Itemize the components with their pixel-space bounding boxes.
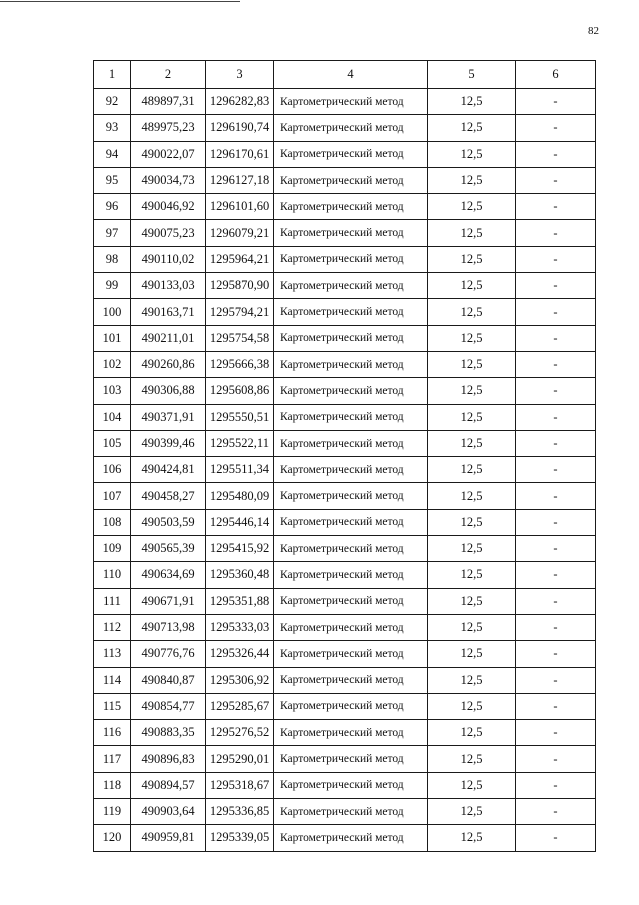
point-number-cell: 105 [94, 430, 131, 456]
method-cell: Картометрический метод [274, 825, 428, 851]
y-coordinate-cell: 1296190,74 [206, 115, 274, 141]
x-coordinate-cell: 490306,88 [131, 378, 206, 404]
point-number-cell: 101 [94, 325, 131, 351]
x-coordinate-cell: 490163,71 [131, 299, 206, 325]
x-coordinate-cell: 489897,31 [131, 89, 206, 115]
method-cell: Картометрический метод [274, 430, 428, 456]
table-row [94, 562, 596, 588]
table-row [94, 351, 596, 377]
table-row [94, 378, 596, 404]
table-row [94, 167, 596, 193]
table-row [94, 588, 596, 614]
accuracy-cell: 12,5 [428, 562, 516, 588]
table-row [94, 509, 596, 535]
method-cell: Картометрический метод [274, 115, 428, 141]
accuracy-cell: 12,5 [428, 536, 516, 562]
y-coordinate-cell: 1295754,58 [206, 325, 274, 351]
x-coordinate-cell: 490903,64 [131, 799, 206, 825]
method-cell: Картометрический метод [274, 720, 428, 746]
x-coordinate-cell: 490894,57 [131, 772, 206, 798]
point-number-cell: 111 [94, 588, 131, 614]
table-body [94, 89, 596, 852]
point-number-cell: 118 [94, 772, 131, 798]
x-coordinate-cell: 490371,91 [131, 404, 206, 430]
note-cell: - [516, 194, 596, 220]
y-coordinate-cell: 1295964,21 [206, 246, 274, 272]
accuracy-cell: 12,5 [428, 457, 516, 483]
accuracy-cell: 12,5 [428, 115, 516, 141]
point-number-cell: 94 [94, 141, 131, 167]
x-coordinate-cell: 490776,76 [131, 641, 206, 667]
table-row [94, 246, 596, 272]
note-cell: - [516, 667, 596, 693]
table-row [94, 667, 596, 693]
accuracy-cell: 12,5 [428, 509, 516, 535]
x-coordinate-cell: 490458,27 [131, 483, 206, 509]
table-row [94, 430, 596, 456]
accuracy-cell: 12,5 [428, 141, 516, 167]
note-cell: - [516, 536, 596, 562]
x-coordinate-cell: 490211,01 [131, 325, 206, 351]
method-cell: Картометрический метод [274, 536, 428, 562]
method-cell: Картометрический метод [274, 457, 428, 483]
method-cell: Картометрический метод [274, 325, 428, 351]
point-number-cell: 107 [94, 483, 131, 509]
point-number-cell: 93 [94, 115, 131, 141]
y-coordinate-cell: 1295339,05 [206, 825, 274, 851]
method-cell: Картометрический метод [274, 509, 428, 535]
note-cell: - [516, 89, 596, 115]
table-row [94, 89, 596, 115]
accuracy-cell: 12,5 [428, 772, 516, 798]
note-cell: - [516, 720, 596, 746]
y-coordinate-cell: 1296127,18 [206, 167, 274, 193]
y-coordinate-cell: 1295608,86 [206, 378, 274, 404]
method-cell: Картометрический метод [274, 299, 428, 325]
method-cell: Картометрический метод [274, 483, 428, 509]
scan-edge-line [0, 1, 240, 2]
accuracy-cell: 12,5 [428, 89, 516, 115]
header-col-3: 3 [206, 61, 274, 89]
x-coordinate-cell: 490260,86 [131, 351, 206, 377]
accuracy-cell: 12,5 [428, 746, 516, 772]
x-coordinate-cell: 490634,69 [131, 562, 206, 588]
note-cell: - [516, 457, 596, 483]
note-cell: - [516, 167, 596, 193]
y-coordinate-cell: 1295360,48 [206, 562, 274, 588]
x-coordinate-cell: 490399,46 [131, 430, 206, 456]
x-coordinate-cell: 490022,07 [131, 141, 206, 167]
header-row [94, 61, 596, 89]
accuracy-cell: 12,5 [428, 378, 516, 404]
y-coordinate-cell: 1295480,09 [206, 483, 274, 509]
x-coordinate-cell: 490854,77 [131, 693, 206, 719]
coordinates-table [93, 60, 596, 852]
table-row [94, 404, 596, 430]
table-row [94, 299, 596, 325]
accuracy-cell: 12,5 [428, 825, 516, 851]
accuracy-cell: 12,5 [428, 194, 516, 220]
x-coordinate-cell: 490671,91 [131, 588, 206, 614]
point-number-cell: 92 [94, 89, 131, 115]
y-coordinate-cell: 1296282,83 [206, 89, 274, 115]
method-cell: Картометрический метод [274, 378, 428, 404]
x-coordinate-cell: 490034,73 [131, 167, 206, 193]
note-cell: - [516, 141, 596, 167]
x-coordinate-cell: 490883,35 [131, 720, 206, 746]
y-coordinate-cell: 1295446,14 [206, 509, 274, 535]
method-cell: Картометрический метод [274, 562, 428, 588]
table-row [94, 194, 596, 220]
table-row [94, 536, 596, 562]
table-row [94, 641, 596, 667]
point-number-cell: 106 [94, 457, 131, 483]
note-cell: - [516, 509, 596, 535]
note-cell: - [516, 378, 596, 404]
note-cell: - [516, 483, 596, 509]
point-number-cell: 114 [94, 667, 131, 693]
x-coordinate-cell: 489975,23 [131, 115, 206, 141]
page-number: 82 [588, 25, 599, 37]
method-cell: Картометрический метод [274, 772, 428, 798]
point-number-cell: 98 [94, 246, 131, 272]
method-cell: Картометрический метод [274, 246, 428, 272]
y-coordinate-cell: 1295318,67 [206, 772, 274, 798]
accuracy-cell: 12,5 [428, 667, 516, 693]
x-coordinate-cell: 490046,92 [131, 194, 206, 220]
accuracy-cell: 12,5 [428, 430, 516, 456]
y-coordinate-cell: 1295290,01 [206, 746, 274, 772]
y-coordinate-cell: 1295306,92 [206, 667, 274, 693]
method-cell: Картометрический метод [274, 746, 428, 772]
method-cell: Картометрический метод [274, 351, 428, 377]
note-cell: - [516, 825, 596, 851]
point-number-cell: 110 [94, 562, 131, 588]
x-coordinate-cell: 490424,81 [131, 457, 206, 483]
note-cell: - [516, 799, 596, 825]
method-cell: Картометрический метод [274, 89, 428, 115]
method-cell: Картометрический метод [274, 273, 428, 299]
method-cell: Картометрический метод [274, 404, 428, 430]
y-coordinate-cell: 1295511,34 [206, 457, 274, 483]
note-cell: - [516, 273, 596, 299]
x-coordinate-cell: 490503,59 [131, 509, 206, 535]
accuracy-cell: 12,5 [428, 325, 516, 351]
note-cell: - [516, 746, 596, 772]
point-number-cell: 97 [94, 220, 131, 246]
note-cell: - [516, 430, 596, 456]
table-row [94, 772, 596, 798]
note-cell: - [516, 693, 596, 719]
x-coordinate-cell: 490133,03 [131, 273, 206, 299]
x-coordinate-cell: 490896,83 [131, 746, 206, 772]
y-coordinate-cell: 1295550,51 [206, 404, 274, 430]
y-coordinate-cell: 1296101,60 [206, 194, 274, 220]
note-cell: - [516, 246, 596, 272]
point-number-cell: 109 [94, 536, 131, 562]
y-coordinate-cell: 1295336,85 [206, 799, 274, 825]
table-row [94, 746, 596, 772]
y-coordinate-cell: 1295276,52 [206, 720, 274, 746]
method-cell: Картометрический метод [274, 614, 428, 640]
y-coordinate-cell: 1295522,11 [206, 430, 274, 456]
table-row [94, 825, 596, 851]
y-coordinate-cell: 1295326,44 [206, 641, 274, 667]
accuracy-cell: 12,5 [428, 404, 516, 430]
note-cell: - [516, 351, 596, 377]
x-coordinate-cell: 490959,81 [131, 825, 206, 851]
table-row [94, 720, 596, 746]
accuracy-cell: 12,5 [428, 588, 516, 614]
point-number-cell: 100 [94, 299, 131, 325]
point-number-cell: 113 [94, 641, 131, 667]
x-coordinate-cell: 490840,87 [131, 667, 206, 693]
x-coordinate-cell: 490713,98 [131, 614, 206, 640]
point-number-cell: 112 [94, 614, 131, 640]
y-coordinate-cell: 1295351,88 [206, 588, 274, 614]
table-header [94, 61, 596, 89]
point-number-cell: 108 [94, 509, 131, 535]
method-cell: Картометрический метод [274, 141, 428, 167]
y-coordinate-cell: 1296079,21 [206, 220, 274, 246]
point-number-cell: 104 [94, 404, 131, 430]
point-number-cell: 103 [94, 378, 131, 404]
table-row [94, 457, 596, 483]
header-col-2: 2 [131, 61, 206, 89]
accuracy-cell: 12,5 [428, 483, 516, 509]
table-row [94, 799, 596, 825]
y-coordinate-cell: 1296170,61 [206, 141, 274, 167]
note-cell: - [516, 404, 596, 430]
note-cell: - [516, 220, 596, 246]
note-cell: - [516, 641, 596, 667]
y-coordinate-cell: 1295870,90 [206, 273, 274, 299]
accuracy-cell: 12,5 [428, 220, 516, 246]
accuracy-cell: 12,5 [428, 167, 516, 193]
table-row [94, 220, 596, 246]
point-number-cell: 116 [94, 720, 131, 746]
point-number-cell: 115 [94, 693, 131, 719]
y-coordinate-cell: 1295794,21 [206, 299, 274, 325]
table-row [94, 115, 596, 141]
accuracy-cell: 12,5 [428, 246, 516, 272]
point-number-cell: 102 [94, 351, 131, 377]
note-cell: - [516, 588, 596, 614]
y-coordinate-cell: 1295666,38 [206, 351, 274, 377]
header-col-4: 4 [274, 61, 428, 89]
accuracy-cell: 12,5 [428, 641, 516, 667]
method-cell: Картометрический метод [274, 167, 428, 193]
table-row [94, 614, 596, 640]
point-number-cell: 120 [94, 825, 131, 851]
y-coordinate-cell: 1295415,92 [206, 536, 274, 562]
y-coordinate-cell: 1295285,67 [206, 693, 274, 719]
point-number-cell: 96 [94, 194, 131, 220]
x-coordinate-cell: 490110,02 [131, 246, 206, 272]
table-row [94, 325, 596, 351]
accuracy-cell: 12,5 [428, 273, 516, 299]
note-cell: - [516, 299, 596, 325]
method-cell: Картометрический метод [274, 667, 428, 693]
point-number-cell: 95 [94, 167, 131, 193]
accuracy-cell: 12,5 [428, 720, 516, 746]
point-number-cell: 119 [94, 799, 131, 825]
table-row [94, 141, 596, 167]
point-number-cell: 99 [94, 273, 131, 299]
accuracy-cell: 12,5 [428, 799, 516, 825]
note-cell: - [516, 325, 596, 351]
method-cell: Картометрический метод [274, 194, 428, 220]
accuracy-cell: 12,5 [428, 351, 516, 377]
x-coordinate-cell: 490565,39 [131, 536, 206, 562]
method-cell: Картометрический метод [274, 588, 428, 614]
accuracy-cell: 12,5 [428, 299, 516, 325]
method-cell: Картометрический метод [274, 641, 428, 667]
table-row [94, 273, 596, 299]
accuracy-cell: 12,5 [428, 614, 516, 640]
note-cell: - [516, 614, 596, 640]
header-col-5: 5 [428, 61, 516, 89]
method-cell: Картометрический метод [274, 693, 428, 719]
note-cell: - [516, 115, 596, 141]
x-coordinate-cell: 490075,23 [131, 220, 206, 246]
table-row [94, 483, 596, 509]
method-cell: Картометрический метод [274, 799, 428, 825]
header-col-6: 6 [516, 61, 596, 89]
method-cell: Картометрический метод [274, 220, 428, 246]
note-cell: - [516, 772, 596, 798]
table-row [94, 693, 596, 719]
y-coordinate-cell: 1295333,03 [206, 614, 274, 640]
point-number-cell: 117 [94, 746, 131, 772]
accuracy-cell: 12,5 [428, 693, 516, 719]
note-cell: - [516, 562, 596, 588]
header-col-1: 1 [94, 61, 131, 89]
